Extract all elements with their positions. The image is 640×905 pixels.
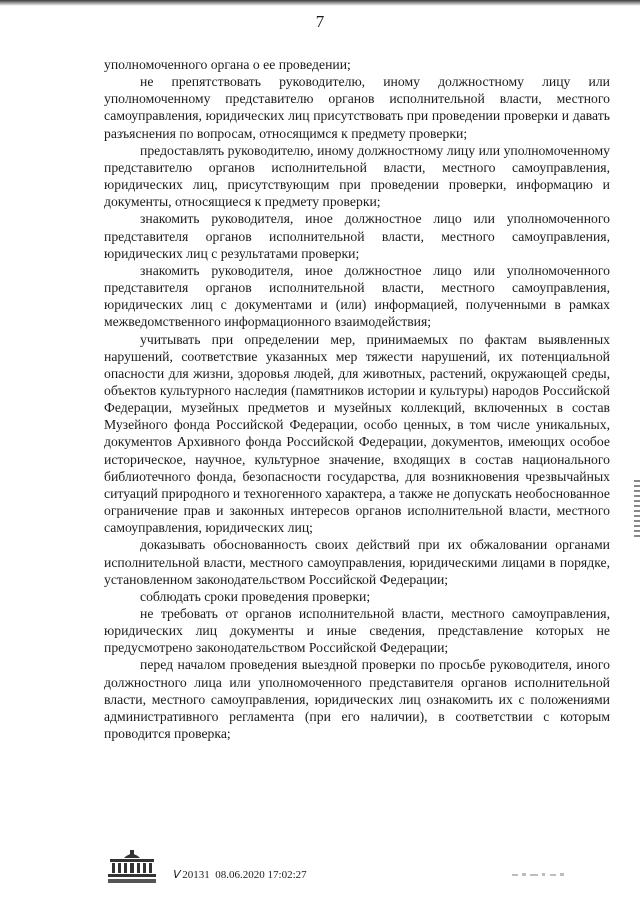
paragraph: не препятствовать руководителю, иному должностному лицу или уполномоченному представителю органов исполнительной власти, местного самоуправления, юридических лиц присутствовать при проведении проверки и давать разъяснения по вопросам, относящимся к предмету проверки; [104,74,610,141]
paragraph: знакомить руководителя, иное должностное лицо или уполномоченного представителя органов исполнительной власти, местного самоуправления, юридических лиц с результатами проверки; [104,211,610,261]
document-time: 17:02:27 [267,869,307,881]
document-number: 20131 [182,869,210,881]
paragraph: предоставлять руководителю, иному должностному лицу или уполномоченному представителю органов исполнительной власти, местного самоуправления, юридических лиц, присутствующим при проведении проверки, информацию и документы, относящиеся к предмету проверки; [104,142,610,210]
paragraph: не требовать от органов исполнительной власти, местного самоуправления, юридических лиц документы и иные сведения, представление которых не предусмотрено законодательством Российской Федерации; [104,606,610,656]
page-footer [104,848,610,888]
scan-edge-top [0,0,640,6]
document-date: 08.06.2020 [215,869,265,881]
paragraph: перед началом проведения выездной проверки по просьбе руководителя, иного должностного лица или уполномоченного представителя органов исполнительной власти, местного самоуправления, юридических лиц ознакомить их с положениями административного регламента (при его наличии), в соответствии с которым проводится проверка; [104,657,610,742]
building-emblem-icon [104,848,160,884]
stamp-mark: Ⅴ [172,869,180,881]
document-body [104,56,610,742]
page-number: 7 [315,12,325,31]
faint-scan-marks [512,870,572,880]
scan-edge-right [634,480,640,540]
document-stamp [172,868,307,881]
paragraph: знакомить руководителя, иное должностное лицо или уполномоченного представителя органов исполнительной власти, местного самоуправления, юридических лиц с документами и (или) информацией, полученными в рамках межведомственного информационного взаимодействия; [104,262,610,330]
paragraph: уполномоченного органа о ее проведении; [104,57,351,72]
paragraph: доказывать обоснованность своих действий при их обжаловании органами исполнительной власти, местного самоуправления, юридическими лицами в порядке, установленном законодательством Российской Федерации; [104,537,610,587]
paragraph: учитывать при определении мер, принимаемых по фактам выявленных нарушений, соответствие указанных мер тяжести нарушений, их потенциальной опасности для жизни, здоровья людей, для животных, растений, окружающей среды, объектов культурного наследия (памятников истории и культуры) народов Российской Федерации, музейных предметов и музейных коллекций, включенных в состав Музейного фонда Российской Федерации, особо ценных, в том числе уникальных, документов Архивного фонда Российской Федерации, документов, имеющих особое историческое, научное, культурное значение, входящих в состав национального библиотечного фонда, безопасности государства, для возникновения чрезвычайных ситуаций природного и техногенного характера, а также не допускать необоснованное ограничение прав и законных интересов органов исполнительной власти, местного самоуправления, юридических лиц; [104,331,610,536]
paragraph: соблюдать сроки проведения проверки; [140,588,371,604]
